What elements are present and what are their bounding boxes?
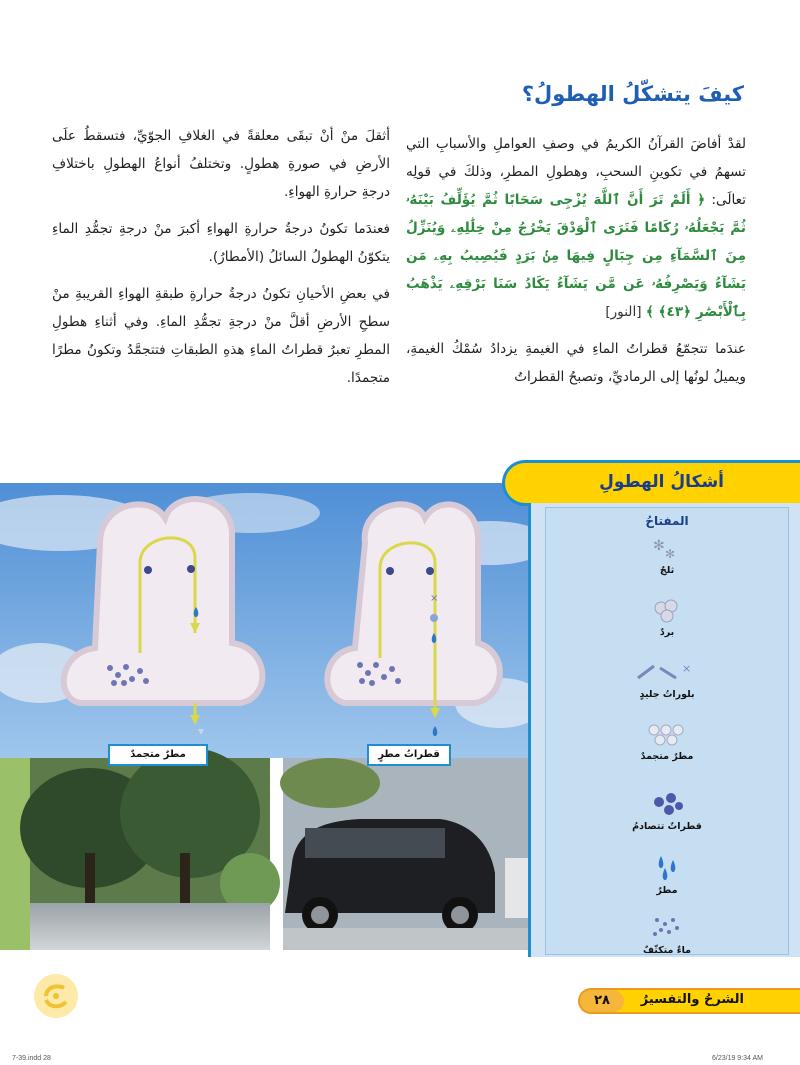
sky-scene-svg — [0, 483, 530, 950]
ice-crystal-icon — [546, 656, 788, 686]
precip-paragraph-3: في بعضِ الأحيانِ تكونُ درجةُ حرارةِ طبقةِ الهواءِ القريبةِ منْ سطحِ الأرضِ أقلَّ منْ درجةِ تجمُّدِ الماءِ. وفي أثناءِ هطولِ المطرِ تعبرُ قطراتُ الماءِ هذهِ الطبقاتِ فتتجمَّدُ وتكونُ مطرًا متجمدًا. — [52, 286, 390, 386]
snowflake-icon — [546, 532, 788, 562]
intro-text: لقدْ أفاضَ القرآنُ الكريمُ في وصفِ العواملِ والأسبابِ التي تسهمُ في تكوينِ السحبِ، وهطولِ المطرِ، وذلكَ في قولِه تعالَى: — [406, 136, 746, 208]
svg-text:✻: ✻ — [665, 547, 676, 561]
legend-panel — [528, 503, 800, 957]
caption-raindrops: قطراتُ مطرٍ — [367, 744, 451, 766]
svg-text:×: × — [682, 662, 692, 675]
photo-freezing-rain — [0, 748, 280, 950]
precipitation-illustration — [0, 483, 530, 950]
text-column-left — [52, 122, 390, 401]
legend-item-snow: ✻ ✻ ثلجٌ — [546, 532, 788, 576]
legend-item-rain: مطرٌ — [546, 852, 788, 896]
svg-text:✻: ✻ — [653, 538, 665, 554]
legend-box — [545, 507, 789, 955]
publisher-logo-icon — [34, 974, 78, 1018]
precip-paragraph-2: فعندَما تكونُ درجةُ حرارةِ الهواءِ أكبرَ منْ درجةِ تجمُّدِ الماءِ يتكوّنُ الهطولُ السائلُ (الأمطارُ). — [52, 221, 390, 265]
legend-item-colliding-drops: قطراتٌ تتصادمُ — [546, 788, 788, 832]
text-column-right — [406, 130, 746, 400]
photo-raindrops — [280, 758, 530, 950]
print-file-info: 7-39.indd 28 — [12, 1055, 51, 1062]
freezing-rain-icon — [546, 718, 788, 748]
colliding-drops-icon — [546, 788, 788, 818]
precip-paragraph-1: أثقلَ منْ أنْ تبقَى معلقةً في الغلافِ الجوّيِّ، فتسقطُ علَى الأرضِ في صورةِ هطولٍ. وتختلفُ أنواعُ الهطولِ باختلافِ درجةِ حرارةِ الهواءِ. — [52, 128, 390, 200]
page-number: ٢٨ — [580, 990, 624, 1012]
legend-item-hail: بردٌ — [546, 594, 788, 638]
legend-item-freezing-rain: مطرٌ متجمدٌ — [546, 718, 788, 762]
rain-icon — [546, 852, 788, 882]
section-heading: أشكالُ الهطولِ — [599, 472, 724, 492]
page-title: كيفَ يتشكّلُ الهطولُ؟ — [521, 82, 744, 106]
svg-text:×: × — [430, 593, 439, 604]
footer-section-label: الشرحُ والتفسيرُ — [640, 992, 744, 1007]
verse-reference: [النور] — [605, 304, 646, 320]
legend-title: المفتاحُ — [645, 514, 689, 528]
print-date-info: 6/23/19 9:34 AM — [712, 1055, 763, 1062]
quran-verse: ﴿ أَلَمْ تَرَ أَنَّ ٱللَّهَ يُزْجِى سَحَابًا ثُمَّ يُؤَلِّفُ بَيْنَهُۥ ثُمَّ يَجْعَلُهُۥ رُكَامًا فَتَرَى ٱلْوَدْقَ يَخْرُجُ مِنْ خِلَٰلِهِۦ وَيُنَزِّلُ مِنَ ٱلسَّمَآءِ مِن جِبَالٍ فِيهَا مِنۢ بَرَدٍ فَيُصِيبُ بِهِۦ مَن يَشَآءُ وَيَصْرِفُهُۥ عَن مَّن يَشَآءُ يَكَادُ سَنَا بَرْقِهِۦ يَذْهَبُ بِٱلْأَبْصَٰرِ ﴿٤٣﴾ ﴾ — [406, 192, 746, 320]
condensed-water-icon — [546, 912, 788, 942]
hail-icon — [546, 594, 788, 624]
intro-paragraph — [406, 130, 746, 326]
legend-item-ice-crystals: × بلوراتُ جليدٍ — [546, 656, 788, 700]
section-heading-tab — [502, 460, 800, 506]
clouds-paragraph: عندَما تتجمّعُ قطراتُ الماءِ في الغيمةِ يزدادُ سُمْكُ الغيمةِ، ويميلُ لونُها إلى الرماديِّ، وتصبحُ القطراتُ — [406, 341, 746, 385]
legend-item-condensed-water: ماءٌ متكثّفٌ — [546, 912, 788, 956]
caption-freezing-rain: مطرٌ متجمدٌ — [108, 744, 208, 766]
